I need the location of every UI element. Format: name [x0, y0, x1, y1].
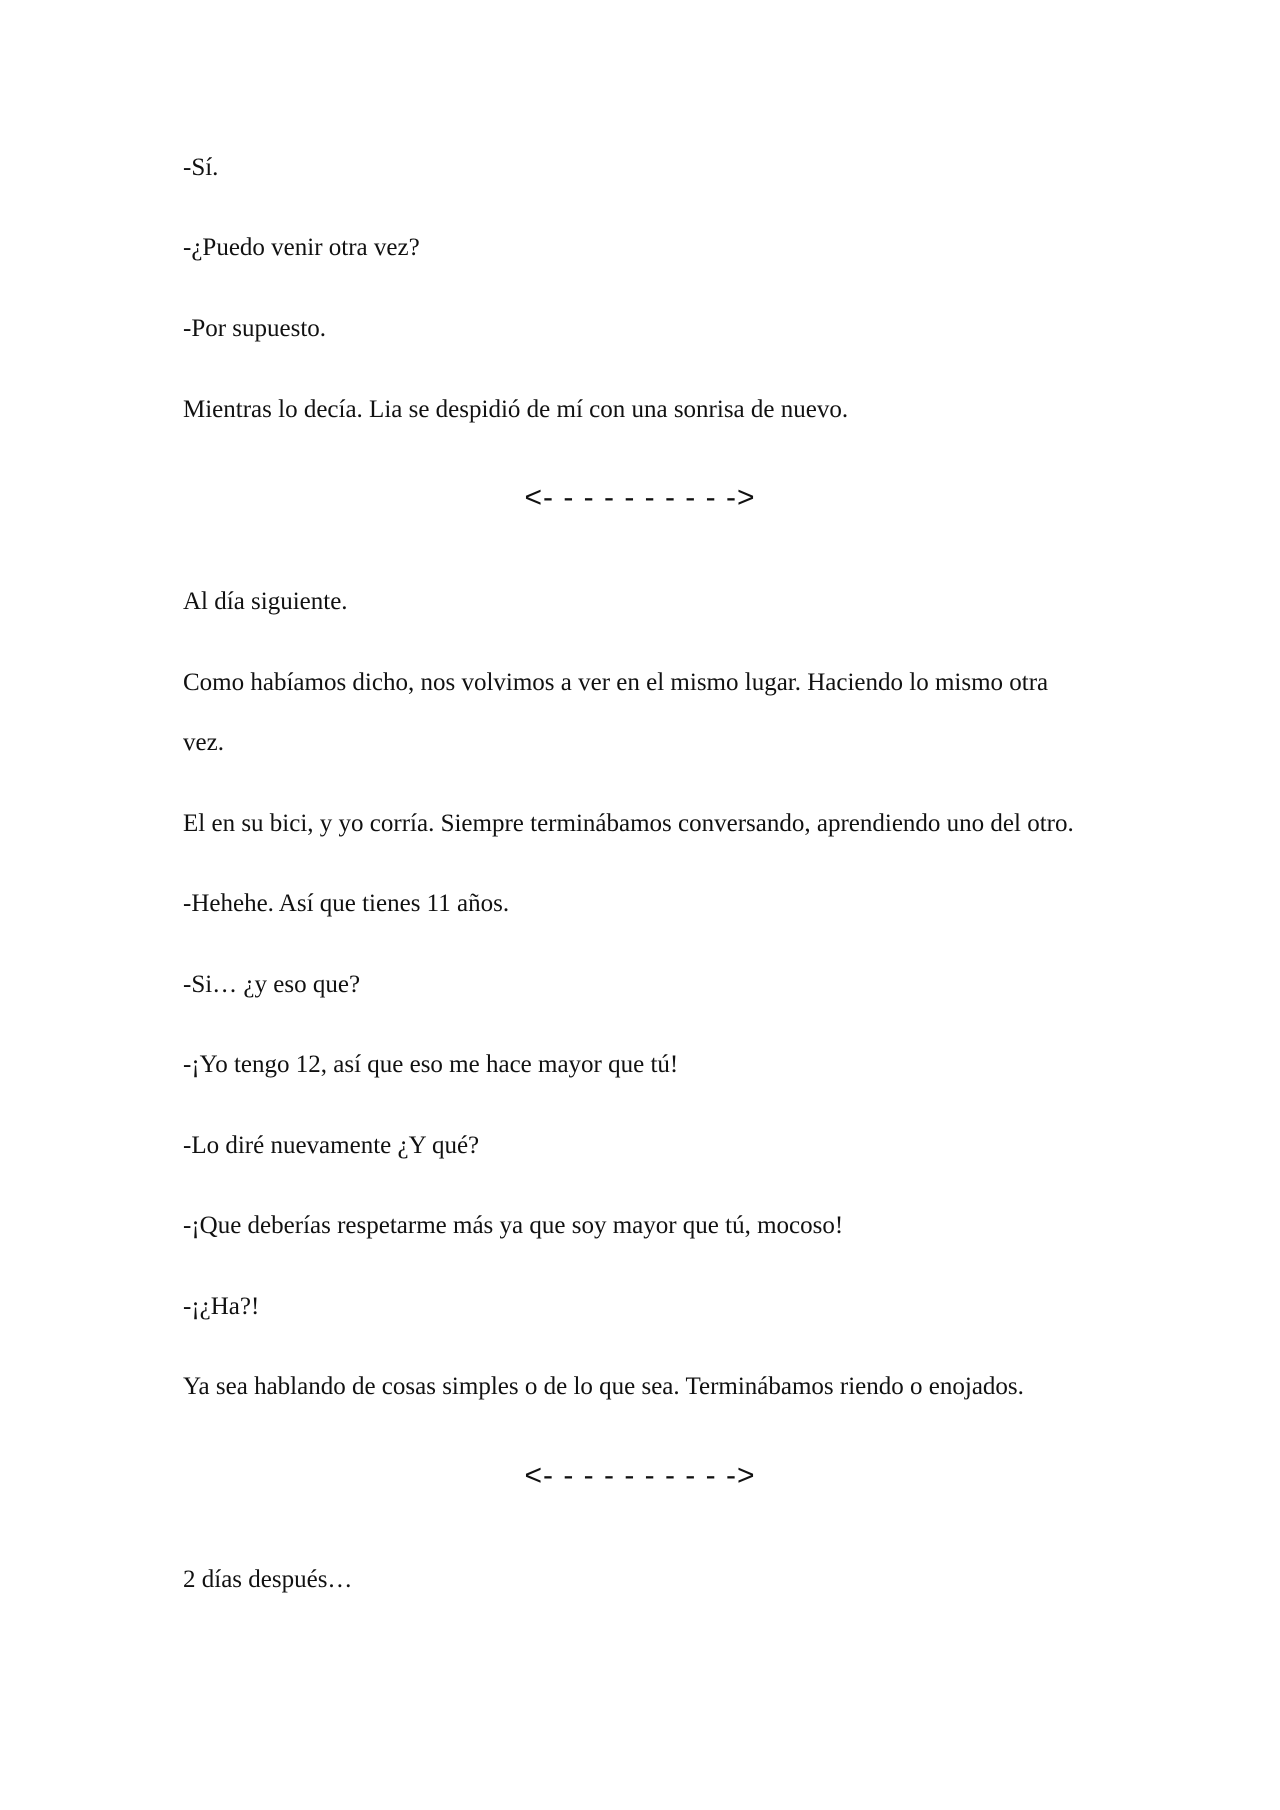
- section-separator: <- - - - - - - - - ->: [524, 481, 756, 514]
- paragraph-line: Ya sea hablando de cosas simples o de lo que sea. Terminábamos riendo o enojados.: [183, 1373, 1024, 1400]
- section-separator: <- - - - - - - - - ->: [524, 1459, 756, 1492]
- paragraph-line: Mientras lo decía. Lia se despidió de mí con una sonrisa de nuevo.: [183, 396, 849, 423]
- paragraph-line: vez.: [183, 729, 224, 756]
- dialogue-line: -¡Yo tengo 12, así que eso me hace mayor que tú!: [183, 1051, 679, 1078]
- dialogue-line: -Sí.: [183, 154, 219, 181]
- paragraph-line: 2 días después…: [183, 1566, 353, 1593]
- dialogue-line: -¿Puedo venir otra vez?: [183, 234, 420, 261]
- paragraph-line: El en su bici, y yo corría. Siempre terminábamos conversando, aprendiendo uno del otro.: [183, 810, 1074, 837]
- dialogue-line: -¡Que deberías respetarme más ya que soy mayor que tú, mocoso!: [183, 1212, 844, 1239]
- dialogue-line: -¡¿Ha?!: [183, 1293, 260, 1320]
- dialogue-line: -Si… ¿y eso que?: [183, 971, 361, 998]
- paragraph-line: Al día siguiente.: [183, 588, 348, 615]
- dialogue-line: -Lo diré nuevamente ¿Y qué?: [183, 1132, 480, 1159]
- paragraph-line: Como habíamos dicho, nos volvimos a ver en el mismo lugar. Haciendo lo mismo otra: [183, 669, 1049, 696]
- dialogue-line: -Hehehe. Así que tienes 11 años.: [183, 890, 510, 917]
- dialogue-line: -Por supuesto.: [183, 315, 327, 342]
